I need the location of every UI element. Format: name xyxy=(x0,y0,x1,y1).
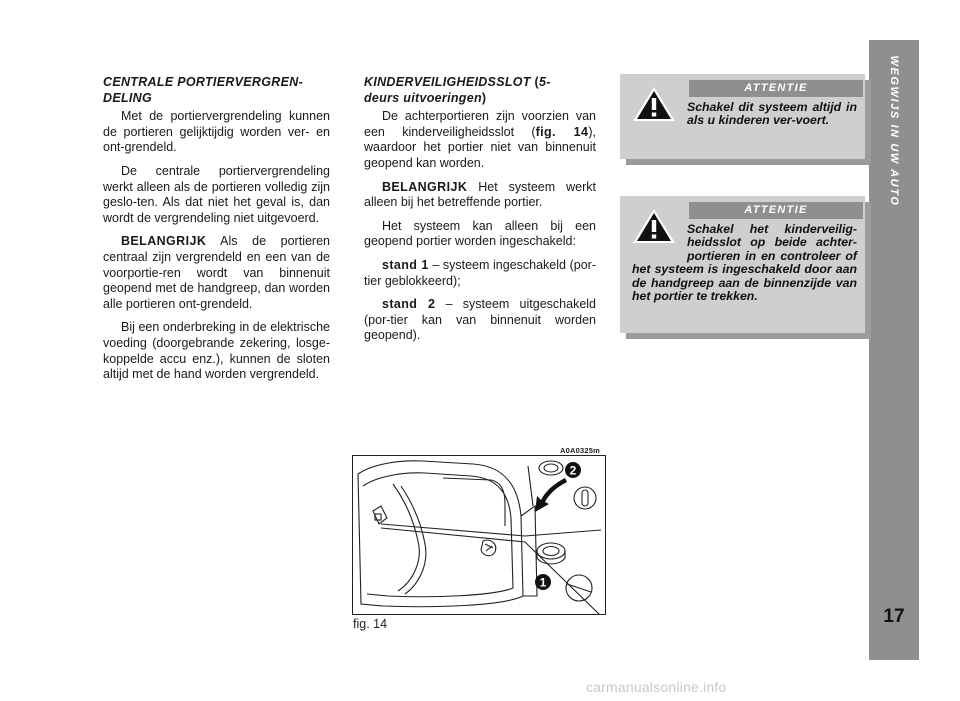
paragraph: De centrale portiervergrendeling werkt alleen als de portieren volledig zijn geslo-ten. Als dat niet het geval is, dan wordt de vergrendeling niet uitgevoerd. xyxy=(103,163,330,225)
keyword-important: BELANGRIJK xyxy=(121,234,207,249)
paragraph: Met de portiervergrendeling kunnen de portieren gelijktijdig worden ver- en ont-grendeld. xyxy=(103,109,330,155)
figure-code: A0A0325m xyxy=(560,446,600,455)
column-child-lock xyxy=(364,75,596,352)
figure-child-lock-illustration xyxy=(352,455,606,615)
paragraph-stand-2: stand 2 – systeem uitgeschakeld (por-tier kan van binnenuit worden geopend). xyxy=(364,297,597,343)
warning-box xyxy=(620,74,865,159)
heading-child-lock: KINDERVEILIGHEIDSSLOT (5- deurs uitvoeringen) xyxy=(364,75,551,105)
page-number: 17 xyxy=(883,606,905,627)
paragraph: De achterportieren zijn voorzien van een kinderveiligheidsslot (fig. 14), waardoor het portier niet van binnenuit geopend kan worden. xyxy=(364,109,596,170)
paragraph: Bij een onderbreking in de elektrische voeding (doorgebrande zekering, losge-koppelde accu enz.), kunnen de sloten altijd met de hand worden vergrendeld. xyxy=(103,320,330,382)
door-lock-illustration xyxy=(353,456,605,614)
warning-text: Schakel het kinderveilig-heidsslot op beide achter-portieren in en controleer of het systeem is ingeschakeld door aan de handgreep aan de binnenzijde van het portier te trekken. xyxy=(632,222,857,304)
figure-caption: fig. 14 xyxy=(353,617,388,631)
marker-2: 2 xyxy=(569,463,577,478)
paragraph: Het systeem kan alleen bij een geopend portier worden ingeschakeld: xyxy=(364,218,596,249)
marker-1: 1 xyxy=(539,575,547,590)
heading-central-locking: CENTRALE PORTIERVERGREN- DELING xyxy=(103,75,304,105)
paragraph: BELANGRIJK Als de portieren centraal zijn vergrendeld en een van de voorportie-ren wordt van binnenuit geopend met de handgreep, dan worden alle portieren ont-grendeld. xyxy=(103,234,330,311)
warning-title: ATTENTIE xyxy=(689,80,863,97)
paragraph-stand-1: stand 1 – systeem ingeschakeld (por-tier geblokkeerd); xyxy=(364,257,596,288)
section-side-tab: WEGWIJS IN UW AUTO xyxy=(869,40,919,660)
warning-box xyxy=(620,196,865,333)
column-central-locking xyxy=(103,75,330,391)
warning-title: ATTENTIE xyxy=(689,202,863,219)
watermark: carmanualsonline.info xyxy=(586,679,727,695)
figure-reference: fig. 14 xyxy=(535,124,589,139)
paragraph: BELANGRIJK Het systeem werkt alleen bij het betreffende portier. xyxy=(364,179,596,210)
keyword-important: BELANGRIJK xyxy=(382,179,468,194)
warning-text: Schakel dit systeem altijd in als u kinderen ver-voert. xyxy=(687,100,857,128)
